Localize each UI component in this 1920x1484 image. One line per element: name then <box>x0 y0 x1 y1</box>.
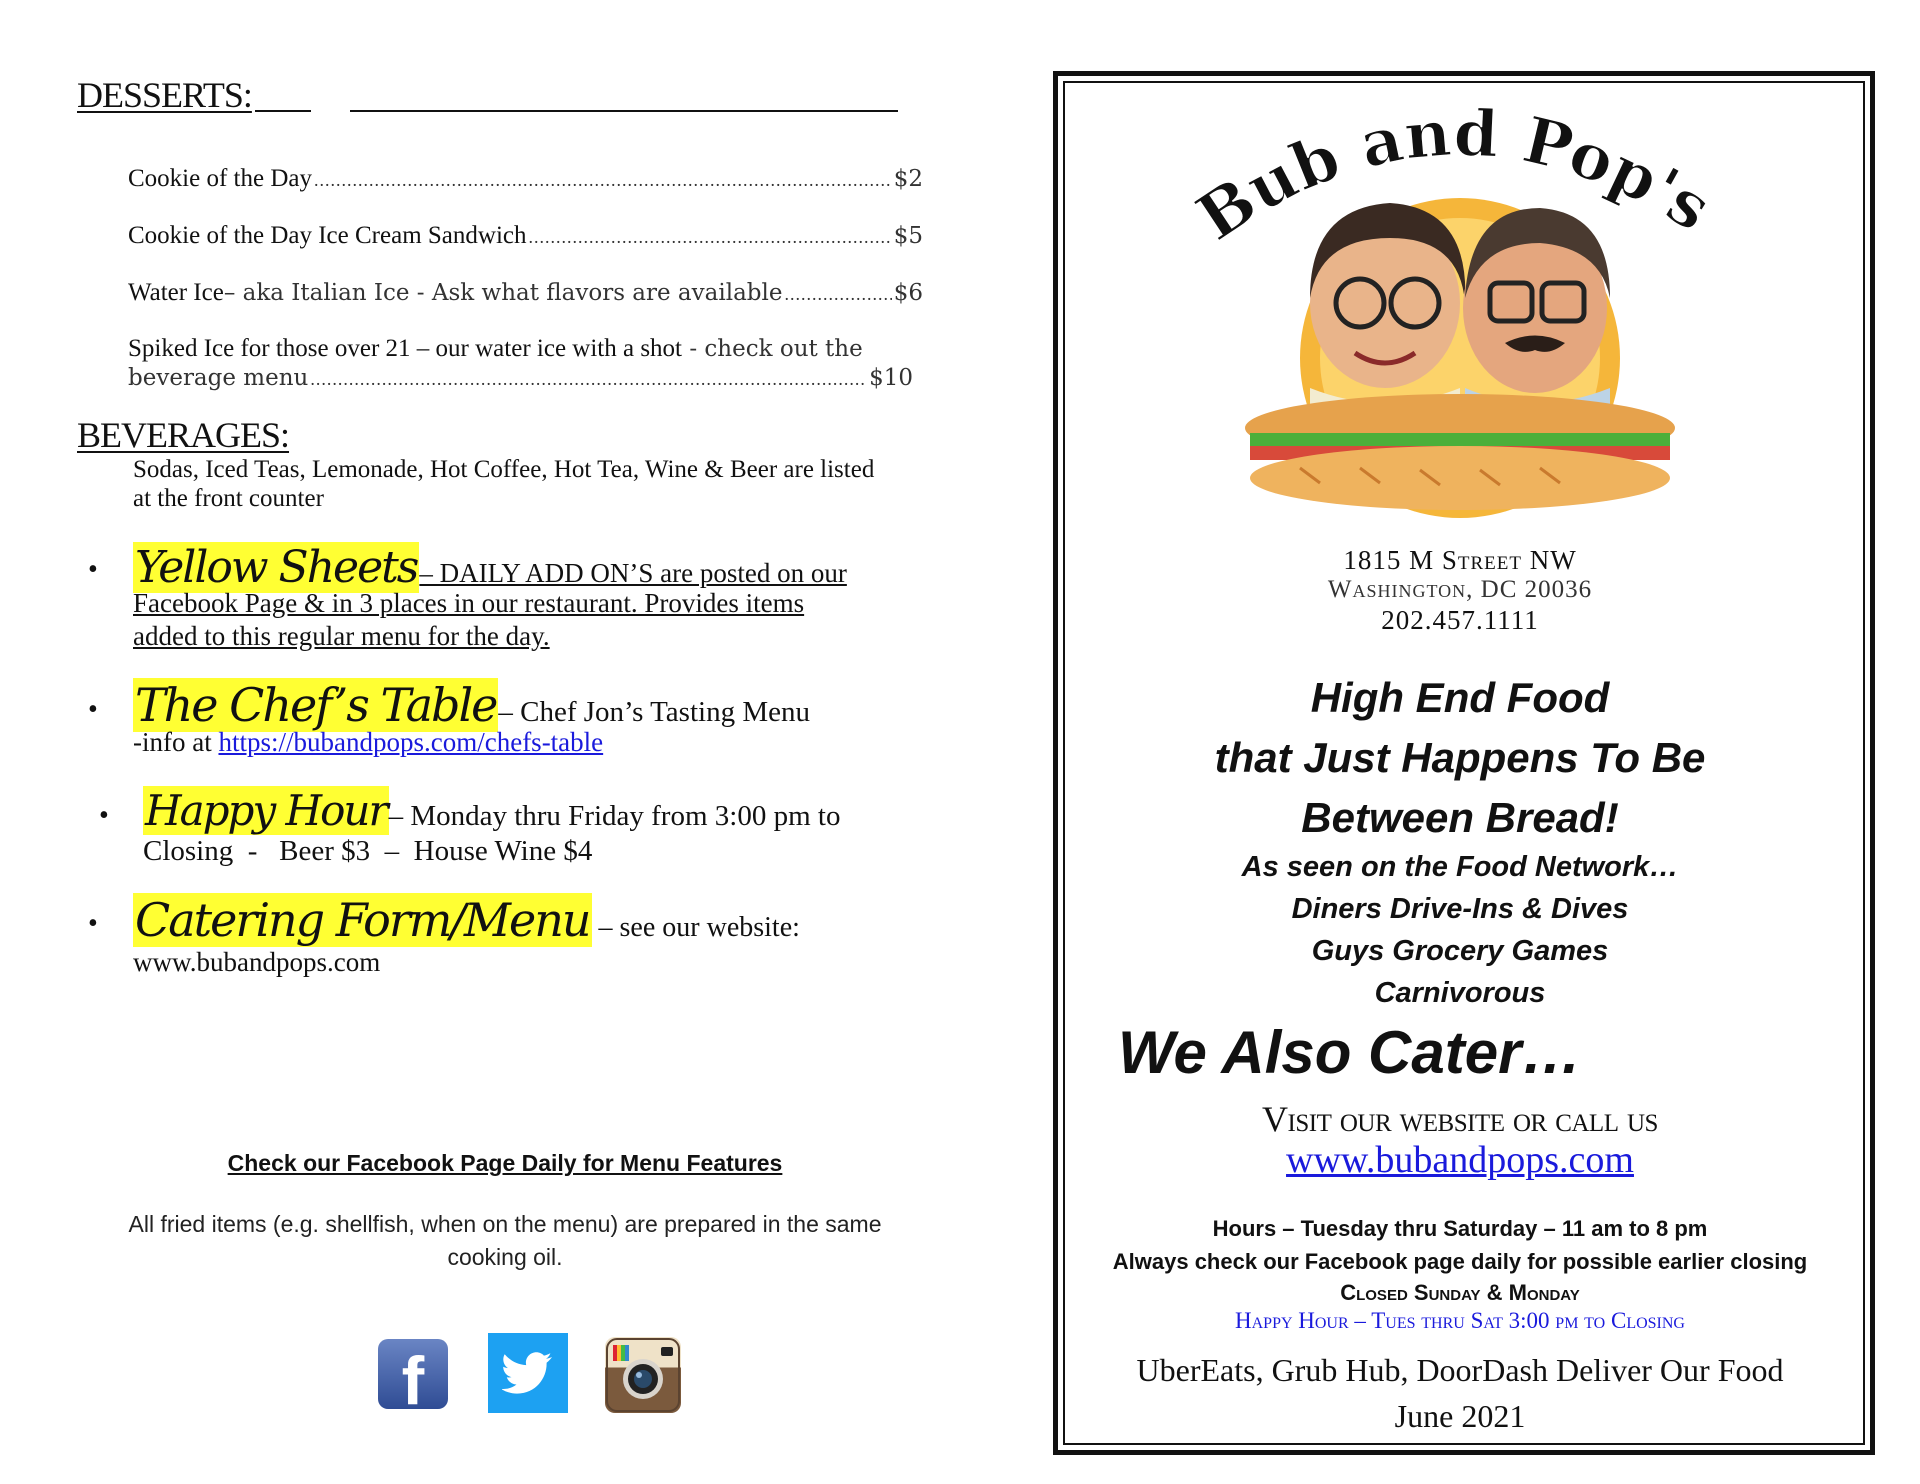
highlight-title: Yellow Sheets <box>135 542 418 593</box>
dessert-item-spiked-line2 <box>128 364 913 392</box>
highlight-title: Catering Form/Menu <box>135 893 590 947</box>
beverages-text <box>133 455 874 513</box>
desserts-rule-long <box>350 110 898 112</box>
tagline-line: As seen on the Food Network… <box>1241 851 1679 883</box>
highlight-title: The Chef’s Table <box>135 678 497 732</box>
city-tail: , DC 20036 <box>1466 576 1593 603</box>
twitter-icon[interactable] <box>488 1333 568 1413</box>
bullet-text: Facebook Page & in 3 places in our restaurant. Provides items <box>133 588 805 618</box>
catering-website[interactable]: www.bubandpops.com <box>133 947 381 977</box>
bullet-dot: • <box>99 800 109 831</box>
dessert-item <box>128 222 923 250</box>
chefs-table-info <box>133 727 603 758</box>
address-block <box>1060 545 1860 635</box>
logo-text: Bub and Pop's <box>1183 95 1725 256</box>
tagline-line: Diners Drive-Ins & Dives <box>1291 893 1629 925</box>
closed-days: Closed Sunday & Monday <box>1340 1280 1580 1305</box>
desserts-heading <box>77 74 252 116</box>
facebook-glyph: f <box>401 1343 425 1419</box>
dessert-price: $5 <box>893 223 923 249</box>
logo <box>1180 88 1740 538</box>
phone-number[interactable]: 202.457.1111 <box>1381 605 1539 635</box>
fried-line: All fried items (e.g. shellfish, when on the menu) are prepared in the same <box>128 1211 882 1237</box>
leader-dots <box>529 222 892 250</box>
tagline-line: that Just Happens To Be <box>1214 734 1706 781</box>
bullet-catering <box>133 893 800 947</box>
desserts-heading-text: DESSERTS: <box>77 75 252 115</box>
address-city <box>1060 575 1860 605</box>
chefs-table-link[interactable]: https://bubandpops.com/chefs-table <box>218 727 604 757</box>
hours-line: Always check our Facebook page daily for possible earlier closing <box>1112 1249 1808 1274</box>
tagline-line: Between Bread! <box>1301 794 1619 841</box>
dessert-item-spiked <box>128 335 928 363</box>
bullet-yellow-sheets <box>133 542 847 593</box>
leader-dots <box>314 165 892 193</box>
tagline-main <box>1060 668 1860 848</box>
dessert-desc: – aka Italian Ice - Ask what flavors are available <box>223 280 783 306</box>
bullet-yellow-body <box>133 587 804 653</box>
dessert-item <box>128 165 923 193</box>
street-number: 1815 M <box>1343 545 1442 575</box>
leader-dots <box>310 364 867 392</box>
dessert-price: $6 <box>893 280 923 306</box>
bullet-dot: • <box>88 694 98 725</box>
logo-illustration-icon <box>1180 88 1740 538</box>
tagline-line: Carnivorous <box>1374 977 1546 1009</box>
beverages-line: Sodas, Iced Teas, Lemonade, Hot Coffee, Hot Tea, Wine & Beer are listed <box>133 456 875 483</box>
dessert-price: $2 <box>893 166 923 192</box>
delivery-block <box>1060 1347 1860 1439</box>
city-initial: W <box>1327 576 1353 603</box>
bullet-dot: • <box>88 908 98 939</box>
we-also-cater-headline: We Also Cater… <box>1118 1019 1582 1086</box>
tagline-line: Guys Grocery Games <box>1311 935 1609 967</box>
street-quadrant: NW <box>1521 545 1577 575</box>
desserts-rule-short <box>255 110 311 112</box>
bullet-text: added to this regular menu for the day. <box>133 621 550 651</box>
dessert-name: Spiked Ice for those over 21 – our water ice with a shot <box>128 335 683 362</box>
beverages-line: at the front counter <box>133 485 324 512</box>
dessert-item <box>128 279 923 307</box>
dessert-name: Cookie of the Day <box>128 165 312 192</box>
highlight-title: Happy Hour <box>145 786 387 835</box>
happy-hour-notice: Happy Hour – Tues thru Sat 3:00 pm to Closing <box>1235 1308 1685 1333</box>
dessert-price: $10 <box>869 365 913 391</box>
address-street <box>1060 545 1860 575</box>
bullet-text: – Chef Jon’s Tasting Menu <box>498 696 810 728</box>
fried-line: cooking oil. <box>447 1244 563 1270</box>
leader-dots <box>784 279 891 307</box>
tagline-media <box>1060 846 1860 1014</box>
street-name: Street <box>1441 545 1522 575</box>
bullet-text: – Monday thru Friday from 3:00 pm to <box>388 800 841 832</box>
delivery-services: UberEats, Grub Hub, DoorDash Deliver Our Food <box>1136 1352 1784 1388</box>
dessert-desc: - check out the <box>682 336 863 362</box>
facebook-icon[interactable] <box>378 1339 448 1419</box>
menu-date: June 2021 <box>1394 1398 1526 1434</box>
facebook-note: Check our Facebook Page Daily for Menu Features <box>227 1150 783 1176</box>
website-link[interactable]: www.bubandpops.com <box>1286 1139 1634 1181</box>
dessert-name: Cookie of the Day Ice Cream Sandwich <box>128 222 527 249</box>
hours-line: Hours – Tuesday thru Saturday – 11 am to 8 pm <box>1212 1216 1708 1241</box>
bullet-text: – DAILY ADD ON’S are posted on our <box>419 558 847 588</box>
beverages-heading: BEVERAGES: <box>77 415 290 455</box>
bullet-happy-hour <box>143 786 840 835</box>
bullet-text: -info at <box>133 727 219 757</box>
bullet-dot: • <box>88 554 98 585</box>
twitter-bird-icon <box>502 1351 554 1395</box>
fried-items-note <box>0 1208 1010 1274</box>
happy-hour-line2: Closing - Beer $3 – House Wine $4 <box>143 835 593 867</box>
dessert-desc: beverage menu <box>128 365 309 391</box>
instagram-camera-icon <box>605 1337 681 1413</box>
bullet-chefs-table <box>133 678 810 732</box>
instagram-icon[interactable] <box>605 1337 681 1413</box>
city-rest: ashington <box>1352 576 1467 603</box>
hours-block <box>1060 1212 1860 1308</box>
dessert-name: Water Ice <box>128 279 224 306</box>
website-link-wrap <box>1060 1138 1860 1182</box>
bullet-text: – see our website: <box>591 912 800 943</box>
visit-website-text: Visit our website or call us <box>1262 1099 1658 1139</box>
tagline-line: High End Food <box>1310 674 1610 721</box>
